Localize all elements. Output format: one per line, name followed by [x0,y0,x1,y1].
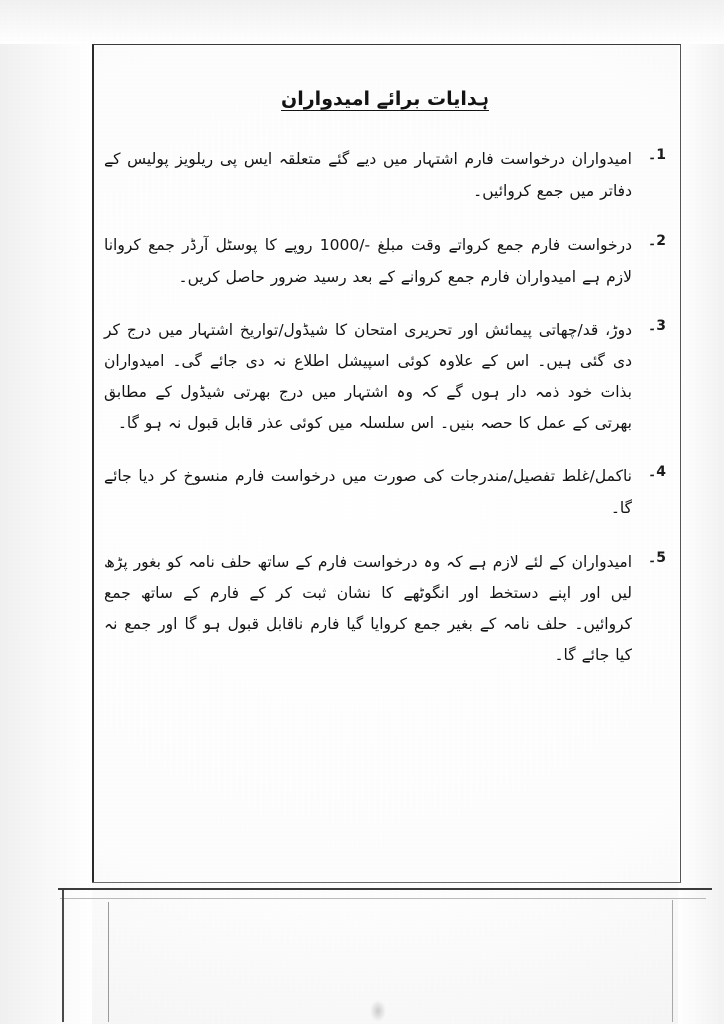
page-top-margin-shadow [0,0,724,44]
bottom-inner-vertical-line [108,902,109,1022]
list-item-text: امیدواران کے لئے لازم ہے کہ وہ درخواست فارم کے ساتھ حلف نامہ کو بغور پڑھ لیں اور اپنے دستخط اور انگوٹھے کا نشان ثبت کر کے فارم کے ساتھ جمع کروائیں۔ حلف نامہ کے بغیر جمع کروایا گیا فارم ناقابل قبول ہو گا اور جمع نہ کیا جائے گا۔ [104,552,632,664]
bottom-separator-line [58,888,712,890]
page-left-margin-shadow [0,0,92,1024]
scan-smudge [370,1000,386,1022]
page-title: ہدایات برائے امیدواران [281,88,489,110]
bottom-right-vertical-line [672,900,673,1022]
document-content [104,60,666,693]
list-item-number: 2۔ [648,232,666,249]
bottom-secondary-line [60,898,706,899]
page-right-margin-shadow [678,0,724,1024]
list-item [104,315,666,439]
bottom-left-vertical-line [62,890,64,1022]
list-item-number: 5۔ [648,549,666,566]
instructions-list [104,144,666,671]
list-item-text: ناکمل/غلط تفصیل/مندرجات کی صورت میں درخواست فارم منسوخ کر دیا جائے گا۔ [104,467,632,518]
list-item-text: امیدواران درخواست فارم اشتہار میں دیے گئے متعلقہ ایس پی ریلویز پولیس کے دفاتر میں جمع کروائیں۔ [104,150,632,201]
list-item-text: دوڑ، قد/چھاتی پیمائش اور تحریری امتحان کا شیڈول/تواریخ اشتہار میں درج کر دی گئی ہیں۔ اس کے علاوہ کوئی اسپیشل اطلاع نہ دی جائے گی۔ امیدواران بذات خود ذمہ دار ہوں گے کہ وہ اشتہار میں درج بھرتی شیڈول کے مطابق بھرتی کے عمل کا حصہ بنیں۔ اس سلسلہ میں کوئی عذر قابل قبول نہ ہو گا۔ [104,321,632,433]
list-item-number: 1۔ [648,147,666,164]
list-item [104,461,666,525]
list-item [104,547,666,671]
list-item [104,144,666,208]
list-item [104,230,666,294]
list-item-number: 3۔ [648,318,666,335]
list-item-text: درخواست فارم جمع کرواتے وقت مبلغ -/1000 روپے کا پوسٹل آرڈر جمع کروانا لازم ہے امیدواران فارم جمع کروانے کے بعد رسید ضرور حاصل کریں۔ [104,235,632,286]
list-item-number: 4۔ [648,464,666,481]
